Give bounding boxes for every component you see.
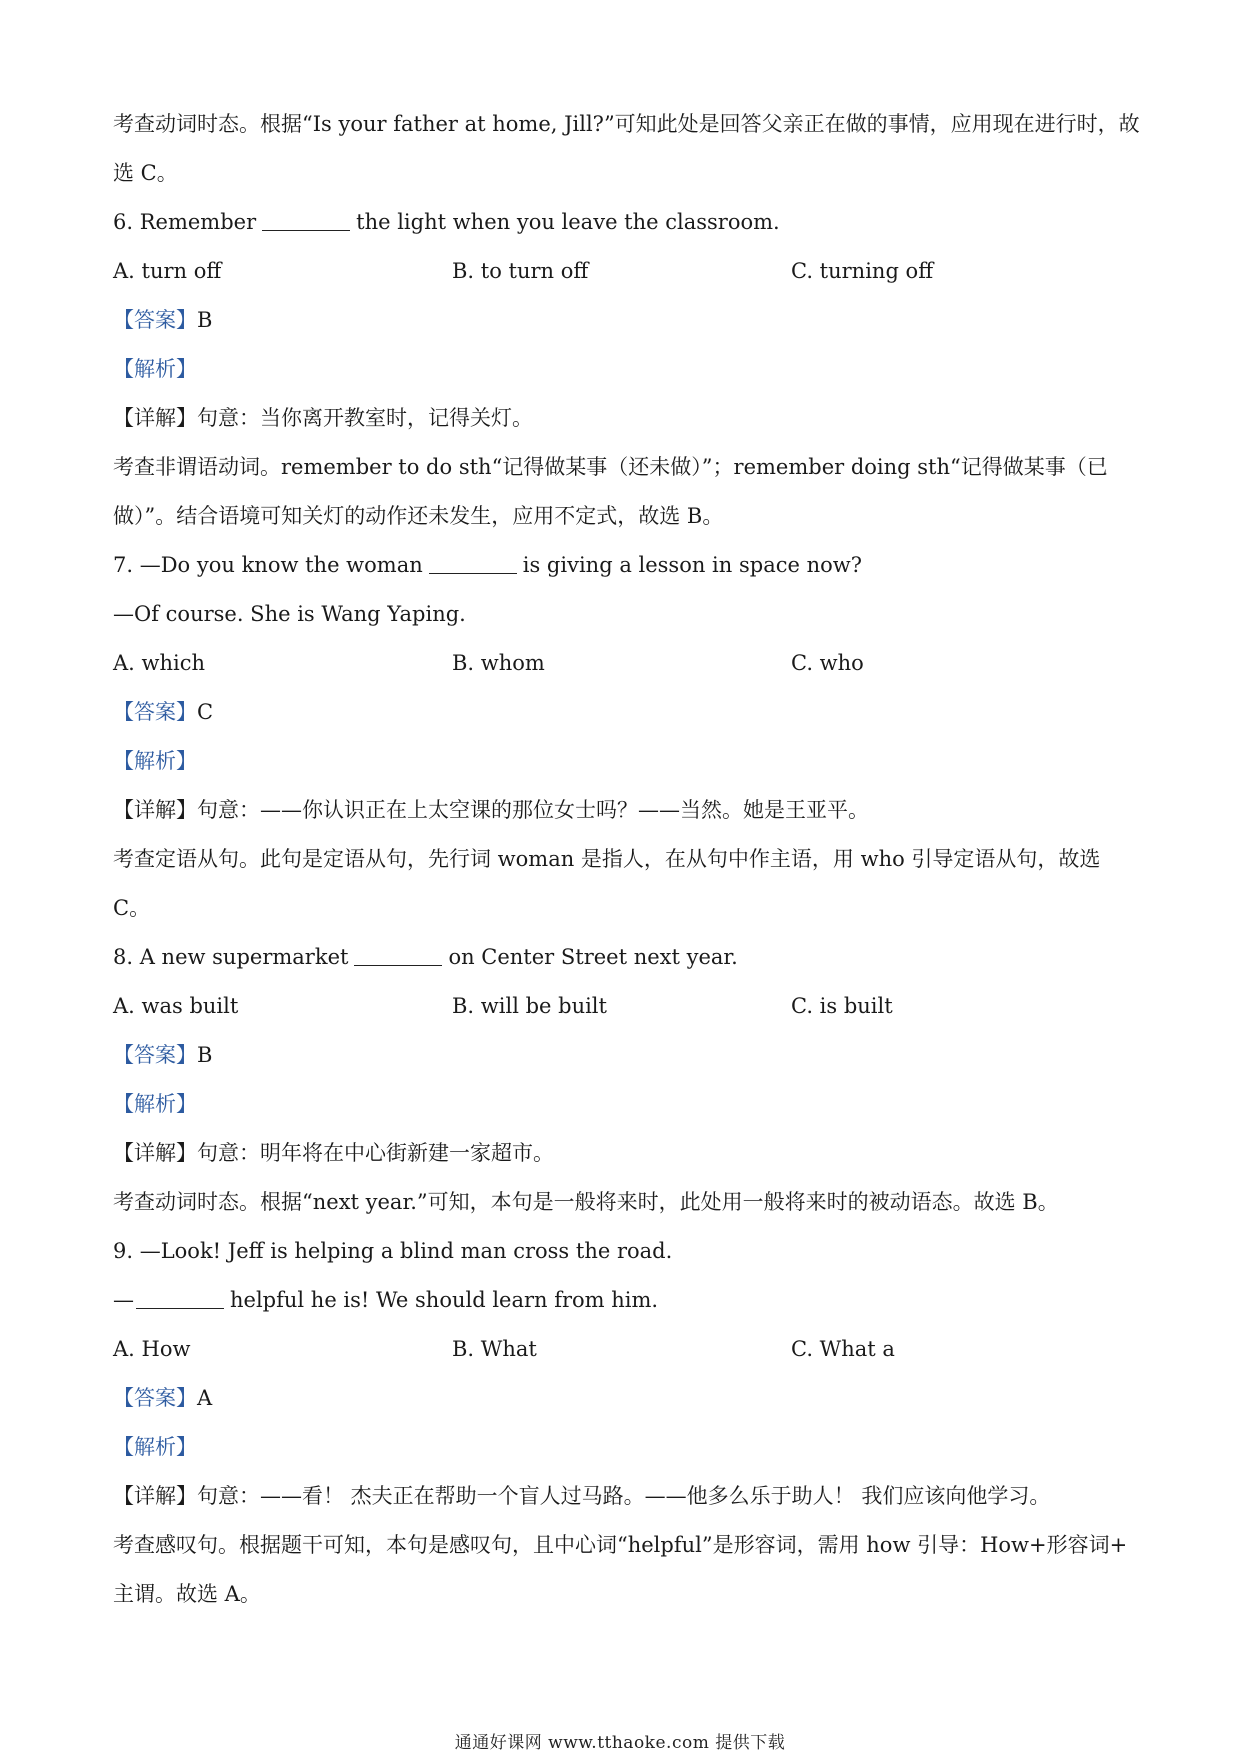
q9-option-c: C. What a	[791, 1337, 895, 1361]
q6-blank	[262, 210, 350, 231]
q9-stem: 9. —Look! Jeff is helping a blind man cross the road.	[113, 1239, 673, 1263]
answer-tag: 【答案】	[113, 308, 197, 332]
q8-blank	[354, 945, 442, 966]
q7-explanation-1: 考查定语从句。此句是定语从句，先行词 woman 是指人，在从句中作主语，用 who 引导定语从句，故选	[113, 847, 1101, 871]
q8-detail	[113, 1129, 1123, 1178]
q6-stem	[113, 198, 1123, 247]
intro-line-1: 考查动词时态。根据“Is your father at home, Jill?”可知此处是回答父亲正在做的事情，应用现在进行时，故	[113, 112, 1140, 136]
q6-explanation-2: 做）”。结合语境可知关灯的动作还未发生，应用不定式，故选 B。	[113, 504, 724, 528]
q8-options	[113, 982, 1123, 1031]
page-footer: 通通好课网 www.tthaoke.com 提供下载	[454, 1733, 786, 1753]
q7-stem	[113, 541, 1123, 590]
q6-explanation-1: 考查非谓语动词。remember to do sth“记得做某事（还未做）”；remember doing sth“记得做某事（已	[113, 455, 1108, 479]
q8-stem-after: on Center Street next year.	[448, 945, 738, 969]
q6-options	[113, 247, 1123, 296]
q9-analysis-tag: 【解析】	[113, 1435, 197, 1459]
q6-option-b: B. to turn off	[452, 259, 589, 283]
answer-tag: 【答案】	[113, 1043, 197, 1067]
q7-option-a: A. which	[113, 651, 206, 675]
q9-detail-text: 句意：——看！ 杰夫正在帮助一个盲人过马路。——他多么乐于助人！ 我们应该向他学习。	[197, 1484, 1051, 1508]
q9-explanation-2: 主谓。故选 A。	[113, 1582, 261, 1606]
q8-stem	[113, 933, 1123, 982]
answer-tag: 【答案】	[113, 1386, 197, 1410]
q7-reply: —Of course. She is Wang Yaping.	[113, 602, 466, 626]
q6-detail	[113, 394, 1123, 443]
q6-stem-after: the light when you leave the classroom.	[356, 210, 780, 234]
q8-detail-text: 句意：明年将在中心街新建一家超市。	[197, 1141, 554, 1165]
q7-options	[113, 639, 1123, 688]
q6-answer	[113, 296, 1123, 345]
q7-answer	[113, 688, 1123, 737]
q9-blank	[136, 1288, 224, 1309]
q7-blank	[429, 553, 517, 574]
detail-tag: 【详解】	[113, 798, 197, 822]
q7-stem-after: is giving a lesson in space now?	[522, 553, 862, 577]
q8-answer-value: B	[197, 1043, 213, 1067]
q8-explanation-1: 考查动词时态。根据“next year.”可知，本句是一般将来时，此处用一般将来时的被动语态。故选 B。	[113, 1190, 1059, 1214]
q6-answer-value: B	[197, 308, 213, 332]
q7-stem-before: 7. —Do you know the woman	[113, 553, 423, 577]
q7-detail-text: 句意：——你认识正在上太空课的那位女士吗？——当然。她是王亚平。	[197, 798, 869, 822]
q9-answer	[113, 1374, 1123, 1423]
q9-detail	[113, 1472, 1123, 1521]
q7-option-b: B. whom	[452, 651, 545, 675]
q8-answer	[113, 1031, 1123, 1080]
q9-option-a: A. How	[113, 1337, 191, 1361]
q6-stem-before: 6. Remember	[113, 210, 257, 234]
q8-option-b: B. will be built	[452, 994, 607, 1018]
answer-tag: 【答案】	[113, 700, 197, 724]
intro-line-2: 选 C。	[113, 161, 178, 185]
q7-analysis-tag: 【解析】	[113, 749, 197, 773]
q6-option-a: A. turn off	[113, 259, 222, 283]
q6-analysis-tag: 【解析】	[113, 357, 197, 381]
q7-option-c: C. who	[791, 651, 864, 675]
q9-reply-after: helpful he is! We should learn from him.	[230, 1288, 659, 1312]
q9-answer-value: A	[197, 1386, 213, 1410]
q9-option-b: B. What	[452, 1337, 537, 1361]
detail-tag: 【详解】	[113, 1141, 197, 1165]
q9-options	[113, 1325, 1123, 1374]
q8-analysis-tag: 【解析】	[113, 1092, 197, 1116]
q6-option-c: C. turning off	[791, 259, 934, 283]
q7-detail	[113, 786, 1123, 835]
q6-detail-text: 句意：当你离开教室时，记得关灯。	[197, 406, 533, 430]
q7-explanation-2: C。	[113, 896, 151, 920]
q8-option-a: A. was built	[113, 994, 239, 1018]
document-page	[113, 100, 1140, 1619]
detail-tag: 【详解】	[113, 1484, 197, 1508]
detail-tag: 【详解】	[113, 406, 197, 430]
q8-option-c: C. is built	[791, 994, 893, 1018]
q8-stem-before: 8. A new supermarket	[113, 945, 349, 969]
q9-reply-before: —	[113, 1288, 134, 1312]
q9-reply	[113, 1276, 1123, 1325]
q7-answer-value: C	[197, 700, 214, 724]
q9-explanation-1: 考查感叹句。根据题干可知，本句是感叹句，且中心词“helpful”是形容词，需用 how 引导：How+形容词+	[113, 1533, 1128, 1557]
